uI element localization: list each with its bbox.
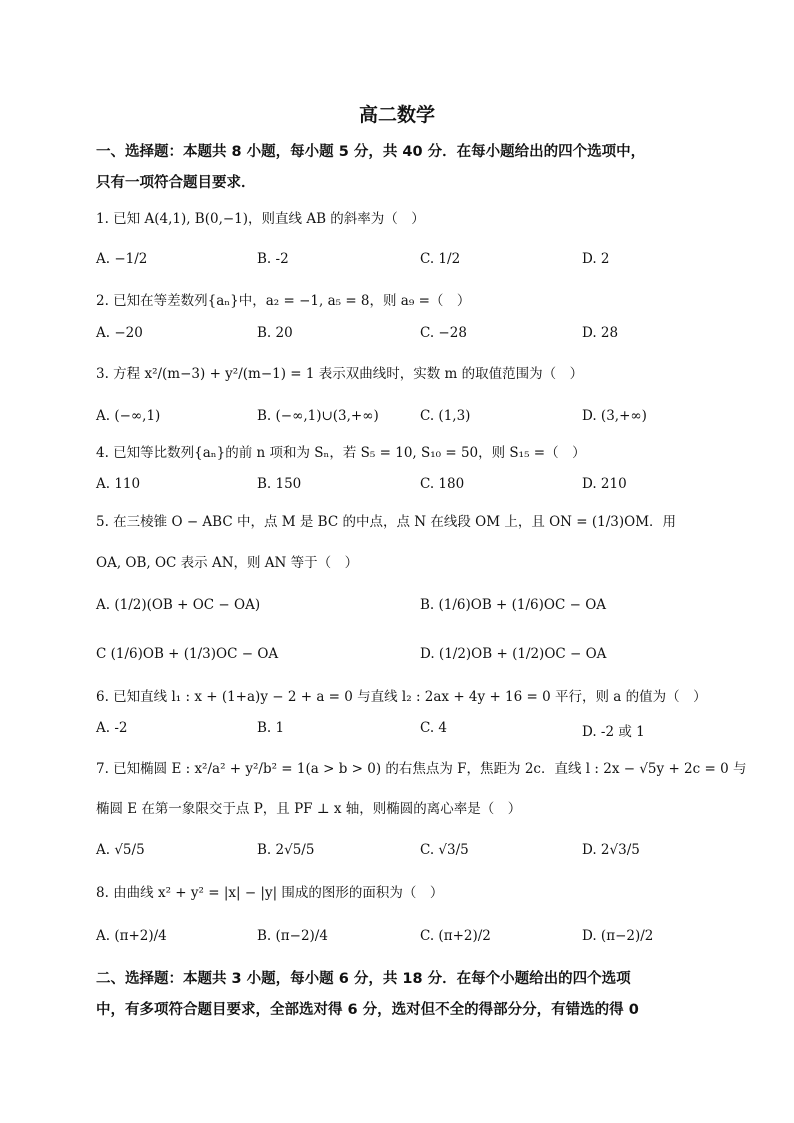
question-3-option-b: B. (−∞,1)∪(3,+∞) — [257, 408, 379, 424]
page-title: 高二数学 — [358, 104, 435, 126]
question-2-option-d: D. 28 — [582, 325, 619, 341]
question-5-option-d: D. (1/2)OB + (1/2)OC − OA — [420, 646, 607, 662]
question-8-stem: 8. 由曲线 x² + y² = |x| − |y| 围成的图形的面积为（ ） — [96, 885, 444, 901]
question-4-stem: 4. 已知等比数列{aₙ}的前 n 项和为 Sₙ，若 S₅ = 10, S₁₀ = 50，则 S₁₅ =（ ） — [96, 445, 586, 461]
question-2-option-b: B. 20 — [257, 325, 293, 341]
question-7-option-c: C. √3/5 — [420, 842, 469, 858]
question-7-option-b: B. 2√5/5 — [257, 842, 315, 858]
question-4-option-b: B. 150 — [257, 476, 302, 492]
question-1-option-a: A. −1/2 — [96, 251, 148, 267]
question-2-option-c: C. −28 — [420, 325, 467, 341]
question-2-option-a: A. −20 — [96, 325, 143, 341]
question-4-option-c: C. 180 — [420, 476, 465, 492]
section2-heading-line1: 二、选择题：本题共 3 小题，每小题 6 分，共 18 分．在每个小题给出的四个选项 — [96, 971, 631, 987]
question-8-option-c: C. (π+2)/2 — [420, 928, 491, 944]
question-6-option-b: B. 1 — [257, 720, 285, 736]
question-3-stem: 3. 方程 x²/(m−3) + y²/(m−1) = 1 表示双曲线时，实数 m 的取值范围为（ ） — [96, 366, 584, 382]
question-1-option-d: D. 2 — [582, 251, 610, 267]
question-4-option-a: A. 110 — [96, 476, 141, 492]
question-7-option-a: A. √5/5 — [96, 842, 145, 858]
question-3-option-a: A. (−∞,1) — [96, 408, 161, 424]
question-5-stem-line1: 5. 在三棱锥 O − ABC 中，点 M 是 BC 的中点，点 N 在线段 OM 上，且 ON = (1/3)OM．用 — [96, 514, 677, 530]
question-8-option-b: B. (π−2)/4 — [257, 928, 328, 944]
question-5-option-b: B. (1/6)OB + (1/6)OC − OA — [420, 597, 607, 613]
question-8-option-a: A. (π+2)/4 — [96, 928, 167, 944]
section2-heading-line2: 中，有多项符合题目要求，全部选对得 6 分，选对但不全的得部分分，有错选的得 0 — [96, 1002, 639, 1018]
section1-heading-line2: 只有一项符合题目要求． — [96, 175, 256, 191]
question-1-option-b: B. -2 — [257, 251, 289, 267]
question-1-option-c: C. 1/2 — [420, 251, 461, 267]
question-7-stem-line1: 7. 已知椭圆 E : x²/a² + y²/b² = 1(a > b > 0) 的右焦点为 F，焦距为 2c．直线 l : 2x − √5y + 2c = 0 与 — [96, 761, 747, 777]
question-6-option-d: D. -2 或 1 — [582, 724, 645, 740]
section1-heading-line1: 一、选择题：本题共 8 小题，每小题 5 分，共 40 分．在每小题给出的四个选项中， — [96, 144, 646, 160]
question-3-option-c: C. (1,3) — [420, 408, 471, 424]
question-6-option-a: A. -2 — [96, 720, 128, 736]
question-3-option-d: D. (3,+∞) — [582, 408, 647, 424]
question-5-option-c: C (1/6)OB + (1/3)OC − OA — [96, 646, 279, 662]
question-1-stem: 1. 已知 A(4,1), B(0,−1)，则直线 AB 的斜率为（ ） — [96, 211, 425, 227]
question-5-stem-line2: OA, OB, OC 表示 AN，则 AN 等于（ ） — [96, 555, 359, 571]
question-2-stem: 2. 已知在等差数列{aₙ}中，a₂ = −1, a₅ = 8，则 a₉ =（ ） — [96, 293, 471, 309]
question-5-option-a: A. (1/2)(OB + OC − OA) — [96, 597, 261, 613]
question-8-option-d: D. (π−2)/2 — [582, 928, 654, 944]
question-4-option-d: D. 210 — [582, 476, 627, 492]
question-6-stem: 6. 已知直线 l₁ : x + (1+a)y − 2 + a = 0 与直线 l₂ : 2ax + 4y + 16 = 0 平行，则 a 的值为（ ） — [96, 689, 707, 705]
question-7-stem-line2: 椭圆 E 在第一象限交于点 P，且 PF ⊥ x 轴，则椭圆的离心率是（ ） — [96, 801, 522, 817]
question-6-option-c: C. 4 — [420, 720, 448, 736]
question-7-option-d: D. 2√3/5 — [582, 842, 640, 858]
